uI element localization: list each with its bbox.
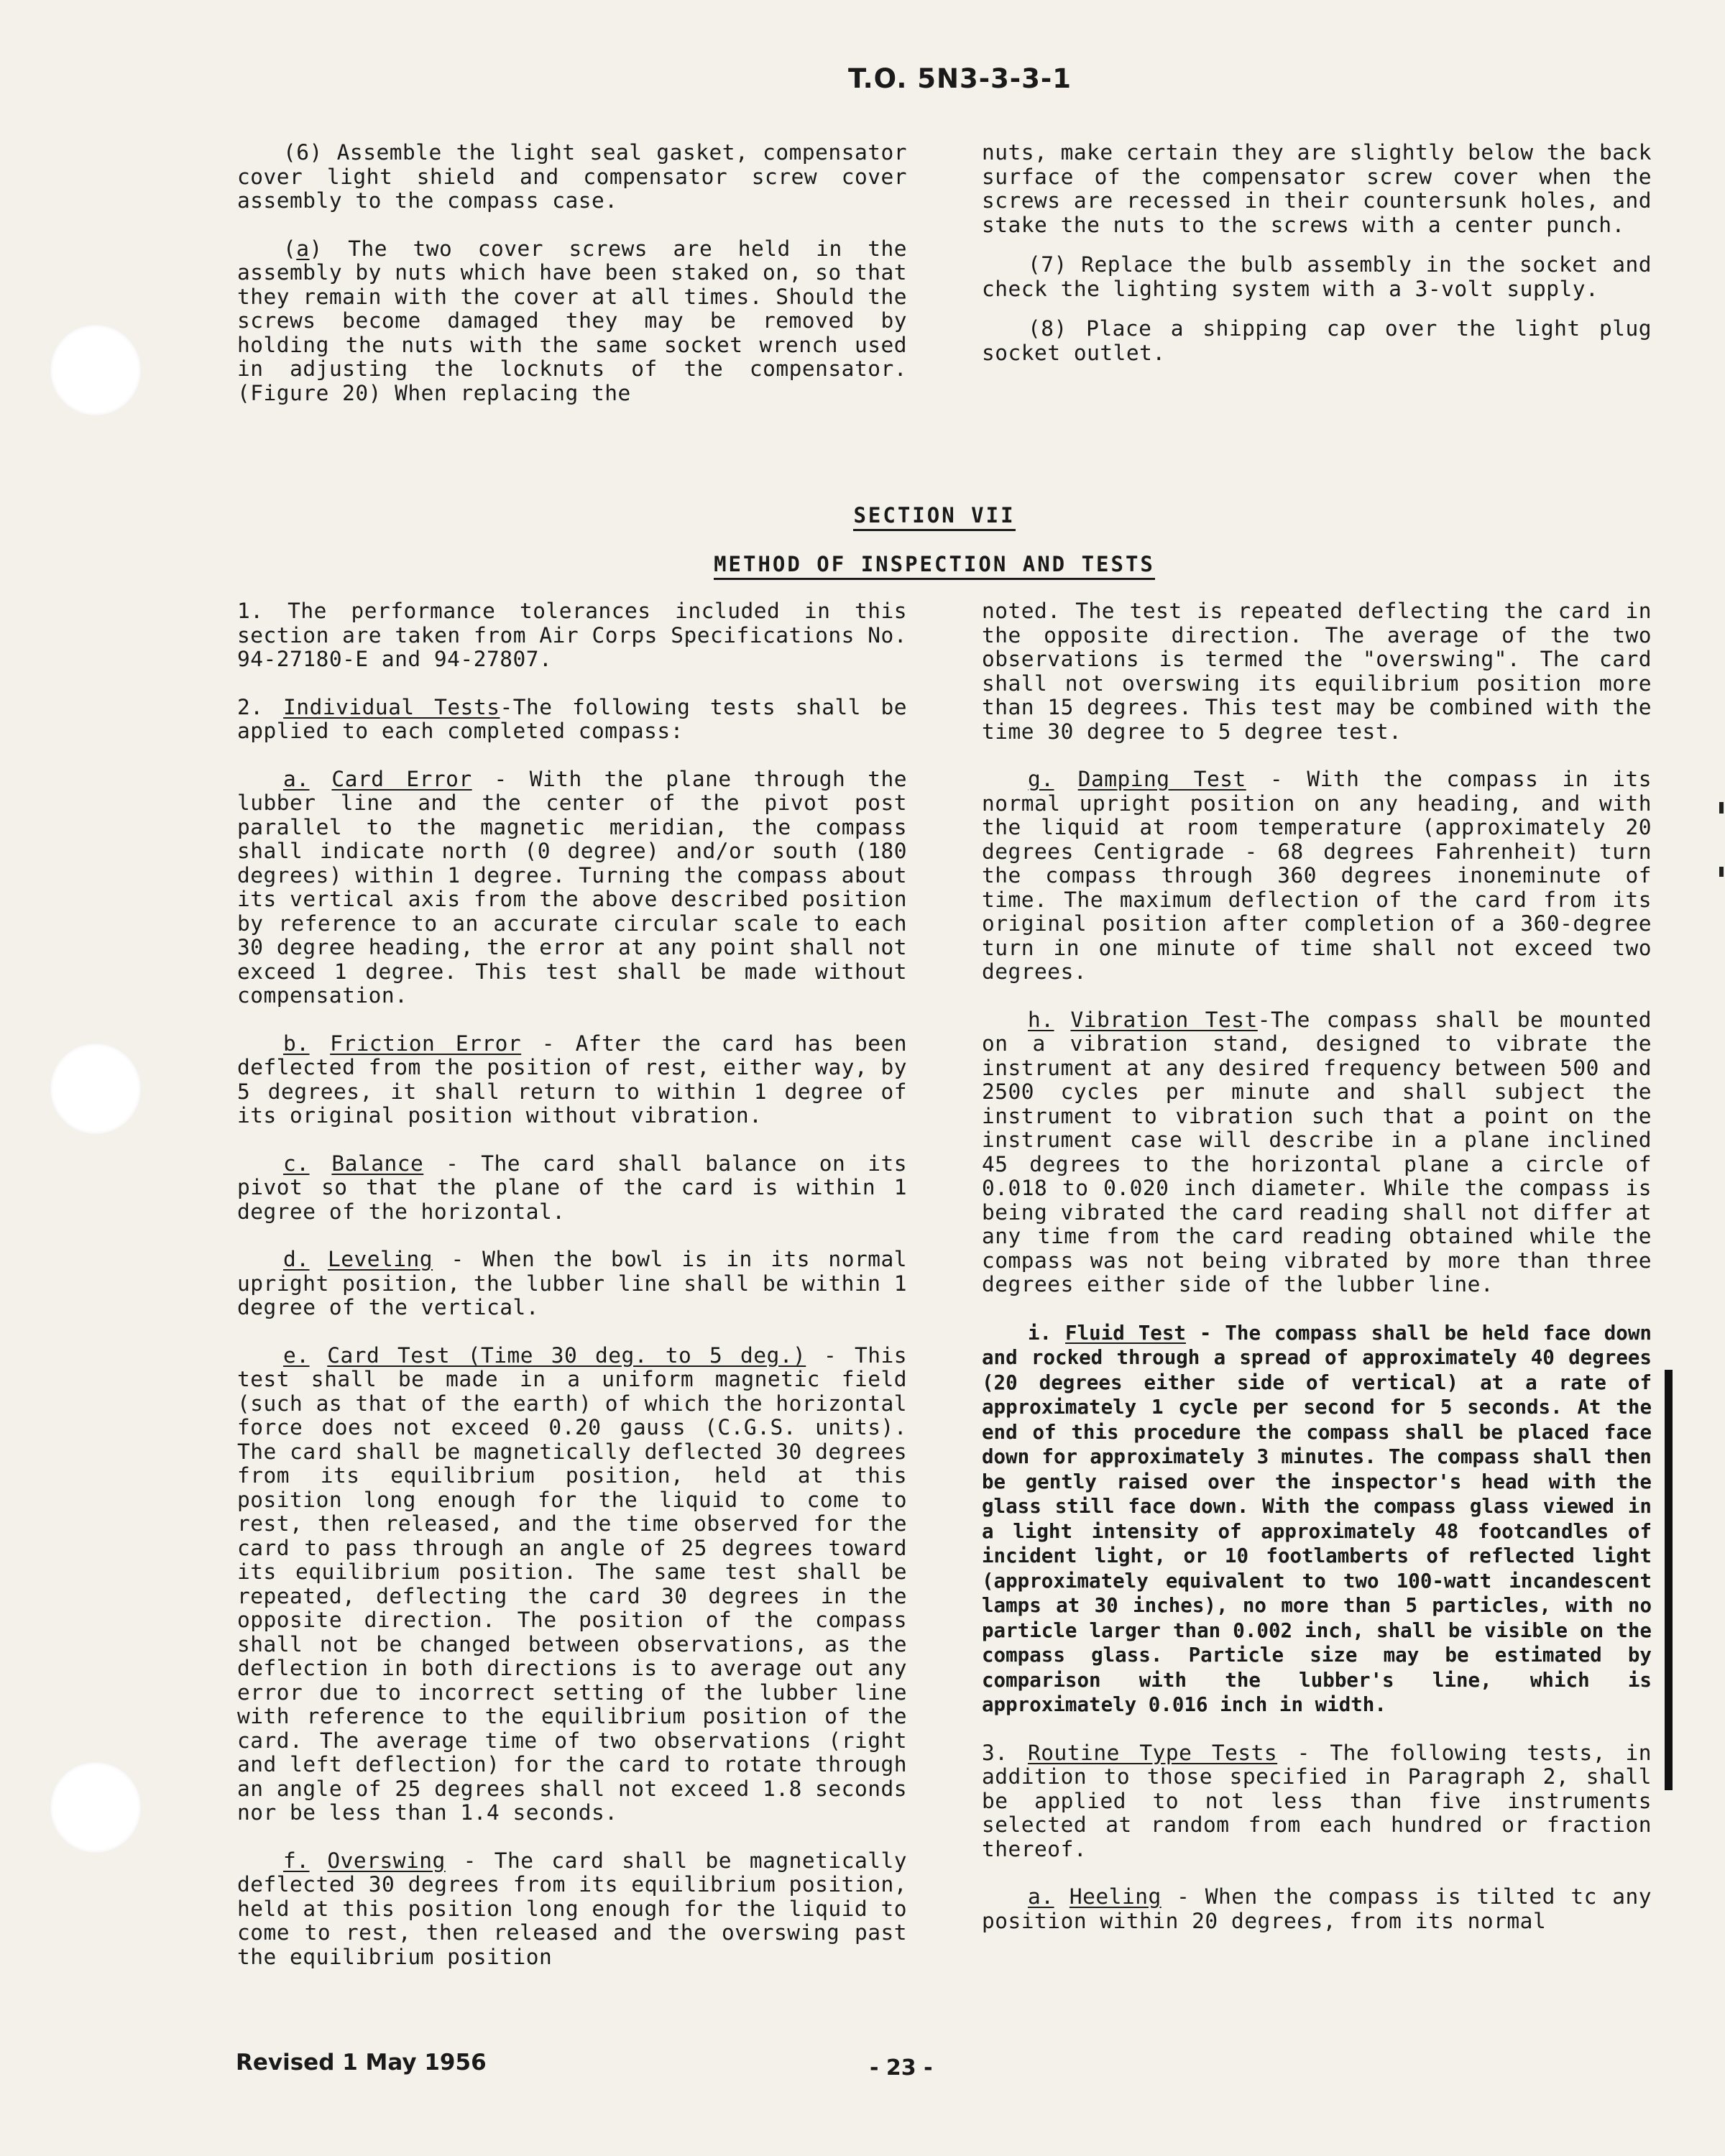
para-2: 2. Individual Tests-The following tests shall be applied to each completed compass: [237,694,908,743]
para-2f-continued: noted. The test is repeated deflecting the card in the opposite direction. The average of the two observations is termed the "overswing". The card shall not overswing its equilibrium position more than 15 degrees. This test may be combined with the time 30 degree to 5 degree test. [982,599,1652,744]
step-7: (7) Replace the bulb assembly in the socket and check the lighting system with a 3-volt supply. [982,252,1652,301]
main-left-column [237,599,907,1993]
friction-error-heading: Friction Error [330,1031,522,1056]
edge-mark-2 [1719,867,1724,877]
para-2i: i. Fluid Test - The compass shall be held face down and rocked through a spread of approximately 40 degrees (20 degrees either side of vertical) at a rate of approximately 1 cycle per second for 5 seconds. At the end of this procedure the compass shall be placed face down for approximately 3 minutes. The compass shall then be gently raised over the inspector's head with the glass still face down. With the compass glass viewed in a light intensity of approximately 48 footcandles of incident light, or 10 footlamberts of reflected light (approximately equivalent to two 100-watt incandescent lamps at 30 inches), no more than 5 particles, with no particle larger than 0.002 inch, shall be visible on the compass glass. Particle size may be estimated by comparison with the lubber's line, which is approximately 0.016 inch in width. [982,1321,1652,1716]
revision-date: Revised 1 May 1956 [236,2050,487,2076]
binder-hole-top [50,325,141,415]
overswing-heading: Overswing [327,1848,446,1873]
step-6a-label: a [296,236,310,261]
binder-hole-bottom [50,1762,141,1853]
para-2e: e. Card Test (Time 30 deg. to 5 deg.) - This test shall be made in a uniform magnetic field (such as that of the earth) of which the horizontal force does not exceed 0.20 gauss (C.G.S. units). The card shall be magnetically deflected 30 degrees from its equilibrium position, held at this position long enough for the liquid to come to rest, then released, and the time observed for the card to pass through an angle of 25 degrees toward its equilibrium position. The same test shall be repeated, deflecting the card 30 degrees in the opposite direction. The position of the compass shall not be changed between observations, as the deflection in both directions is to average out any error due to incorrect setting of the lubber line with reference to the equilibrium position of the card. The average time of two observations (right and left deflection) for the card to rotate through an angle of 25 degrees shall not exceed 1.8 seconds nor be less than 1.4 seconds. [237,1342,908,1825]
document-number: T.O. 5N3-3-3-1 [848,63,1072,94]
routine-type-tests-heading: Routine Type Tests [1028,1740,1278,1765]
para-1: 1. The performance tolerances included in this section are taken from Air Corps Specifications No. 94-27180-E and 94-27807. [237,599,907,671]
section-number: SECTION VII [0,503,1725,528]
step-6a-continued: nuts, make certain they are slightly below the back surface of the compensator screw cover when the screws are recessed in their countersunk holes, and stake the nuts to the screws with a center punch. [982,140,1652,237]
para-3: 3. Routine Type Tests - The following tests, in addition to those specified in Paragraph 2, shall be applied to not less than five instruments selected at random from each hundred or fraction thereof. [982,1740,1652,1861]
top-right-column [982,141,1652,389]
step-6: (6) Assemble the light seal gasket, compensator cover light shield and compensator screw cover assembly to the compass case. [237,140,907,213]
vibration-test-heading: Vibration Test [1070,1007,1258,1032]
para-2b: b. Friction Error - After the card has been deflected from the position of rest, either way, by 5 degrees, it shall return to within 1 degree of its original position without vibration. [237,1031,907,1128]
binder-hole-middle [50,1044,141,1134]
main-right-column [982,599,1652,1957]
section-title: METHOD OF INSPECTION AND TESTS [0,552,1725,576]
para-2a: a. Card Error - With the plane through the lubber line and the center of the pivot post parallel to the magnetic meridian, the compass shall indicate north (0 degree) and/or south (180 degrees) within 1 degree. Turning the compass about its vertical axis from the above described position by reference to an accurate circular scale to each 30 degree heading, the error at any point shall not exceed 1 degree. This test shall be made without compensation. [237,766,907,1008]
fluid-test-heading: Fluid Test [1065,1321,1186,1345]
step-8: (8) Place a shipping cap over the light plug socket outlet. [982,316,1652,365]
step-6a-text: ) The two cover screws are held in the assembly by nuts which have been staked on, so that they remain with the cover at all times. Should the screws become damaged they may be removed by holding the nuts with the same socket wrench used in adjusting the locknuts of the compensator. (Figure 20) When replacing the [237,236,907,405]
balance-heading: Balance [331,1151,424,1176]
para-2h: h. Vibration Test-The compass shall be mounted on a vibration stand, designed to vibrate the instrument at any desired frequency between 500 and 2500 cycles per minute and shall subject the instrument to vibration such that a point on the instrument case will describe in a plane inclined 45 degrees to the horizontal plane a circle of 0.018 to 0.020 inch diameter. While the compass is being vibrated the card reading shall not differ at any time from the card reading obtained while the compass was not being vibrated by more than three degrees either side of the lubber line. [982,1007,1652,1296]
para-2d: d. Leveling - When the bowl is in its normal upright position, the lubber line shall be within 1 degree of the vertical. [237,1247,907,1319]
damping-test-heading: Damping Test [1077,767,1246,791]
card-test-heading: Card Test (Time 30 deg. to 5 deg.) [327,1342,806,1368]
step-6a: (a) The two cover screws are held in the assembly by nuts which have been staked on, so that they remain with the cover at all times. Should the screws become damaged they may be removed by holding the nuts with the same socket wrench used in adjusting the locknuts of the compensator. (Figure 20) When replacing the [237,236,907,405]
card-error-heading: Card Error [331,766,472,791]
edge-mark-1 [1719,802,1724,814]
para-2f: f. Overswing - The card shall be magnetically deflected 30 degrees from its equilibrium position, held at this position long enough for the liquid to come to rest, then released and the overswing past the equilibrium position [237,1848,907,1969]
page-number: - 23 - [870,2055,933,2081]
para-2c: c. Balance - The card shall balance on its pivot so that the plane of the card is within 1 degree of the horizontal. [237,1151,907,1224]
para-2g: g. Damping Test - With the compass in its normal upright position on any heading, and with the liquid at room temperature (approximately 20 degrees Centigrade - 68 degrees Fahrenheit) turn the compass through 360 degrees inoneminute of time. The maximum deflection of the card from its original position after completion of a 360-degree turn in one minute of time shall not exceed two degrees. [982,767,1652,984]
leveling-heading: Leveling [327,1247,433,1271]
heeling-heading: Heeling [1069,1884,1162,1909]
top-left-column [237,141,907,429]
para-3a: a. Heeling - When the compass is tilted tc any position within 20 degrees, from its normal [982,1884,1652,1933]
revision-change-bar [1665,1370,1673,1790]
para-2-heading: Individual Tests [283,694,500,719]
